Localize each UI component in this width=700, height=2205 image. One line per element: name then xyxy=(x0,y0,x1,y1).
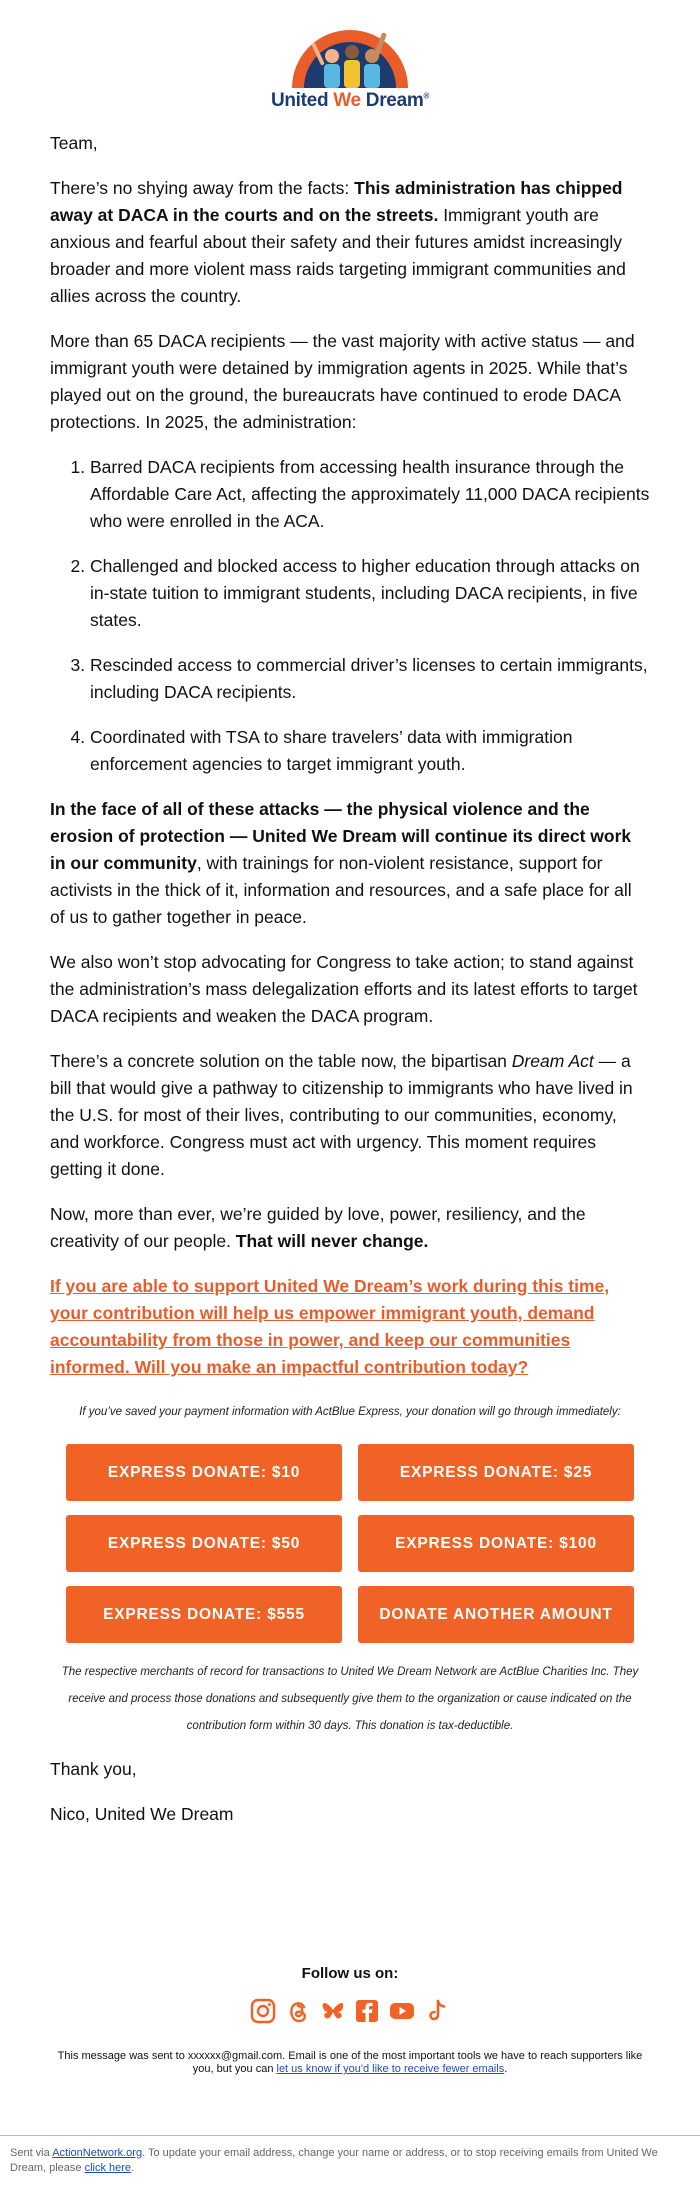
tiktok-icon[interactable] xyxy=(424,1998,450,2024)
paragraph-facts-lead: There’s no shying away from the facts: xyxy=(50,178,355,198)
fewer-emails-link[interactable]: let us know if you'd like to receive fewer emails xyxy=(276,2063,505,2075)
sent-to-text: This message was sent to xxxxxx@gmail.com. Email is one of the most important tools we have to reach supporters like you, but you can xyxy=(57,2050,643,2075)
sent-to-notice xyxy=(55,2050,645,2076)
social-icons-row xyxy=(250,1998,450,2028)
logo-text-united: United xyxy=(270,90,334,111)
footer-text-lead: Sent via xyxy=(10,2147,53,2159)
paragraph-continue-work xyxy=(50,796,650,931)
email-body xyxy=(50,130,650,1846)
paragraph-facts xyxy=(50,175,650,310)
sent-to-tail: . xyxy=(504,2063,508,2075)
paragraph-dream-act-lead: There’s a concrete solution on the table now, the bipartisan xyxy=(50,1051,512,1071)
greeting: Team, xyxy=(50,133,98,153)
youtube-icon[interactable] xyxy=(389,1998,415,2024)
logo-text-we: We xyxy=(333,90,361,111)
merchant-of-record-note: The respective merchants of record for transactions to United We Dream Network are ActBlue Charities Inc. They receive and process those donations and subsequently give them to the organization or cause indicated on the contribution form within 30 days. This donation is tax-deductible. xyxy=(61,1666,639,1732)
actblue-express-note: If you’ve saved your payment information with ActBlue Express, your donation will go through immediately: xyxy=(79,1406,621,1418)
list-item: 3. Rescinded access to commercial driver’s licenses to certain immigrants, including DACA recipients. xyxy=(90,652,650,706)
facebook-icon[interactable] xyxy=(354,1998,380,2024)
list-item: 2. Challenged and blocked access to higher education through attacks on in-state tuition to immigrant students, including DACA recipients, in five states. xyxy=(90,553,650,634)
paragraph-facts-rest: Immigrant youth are anxious and fearful about their safety and their futures amidst increasingly broader and more violent mass raids targeting immigrant communities and allies across the country. xyxy=(50,205,626,306)
paragraph-guided-lead: Now, more than ever, we’re guided by love, power, resiliency, and the creativity of our people. xyxy=(50,1204,586,1251)
logo-text-dream: Dream xyxy=(360,90,424,111)
express-donate-25-button[interactable]: EXPRESS DONATE: $25 xyxy=(358,1444,634,1501)
logo-illustration-icon xyxy=(260,22,440,92)
paragraph-detentions: More than 65 DACA recipients — the vast majority with active status — and immigrant youth were detained by immigration agents in 2025. While that’s played out on the ground, the bureaucrats have continued to erode DACA protections. In 2025, the administration: xyxy=(50,331,635,432)
paragraph-dream-act xyxy=(50,1048,650,1183)
paragraph-advocacy: We also won’t stop advocating for Congress to take action; to stand against the administration’s mass delegalization efforts and its latest efforts to target DACA recipients and weaken the DACA program. xyxy=(50,952,638,1026)
instagram-icon[interactable] xyxy=(250,1998,276,2024)
list-item: 4. Coordinated with TSA to share travelers’ data with immigration enforcement agencies to target immigrant youth. xyxy=(90,724,650,778)
list-item: 1. Barred DACA recipients from accessing health insurance through the Affordable Care Act, affecting the approximately 11,000 DACA recipients who were enrolled in the ACA. xyxy=(90,454,650,535)
contribution-cta-link[interactable]: If you are able to support United We Dream’s work during this time, your contribution will help us empower immigrant youth, demand accountability from those in power, and keep our communities informed. Will you make an impactful contribution today? xyxy=(50,1276,610,1377)
paragraph-continue-work-rest: , with trainings for non-violent resistance, support for activists in the thick of it, information and resources, and a safe place for all of us to gather together in peace. xyxy=(50,853,632,927)
follow-us-heading: Follow us on: xyxy=(301,1965,399,1982)
dream-act-title: Dream Act xyxy=(511,1051,594,1071)
closing-thanks: Thank you, xyxy=(50,1759,137,1779)
footer-text-mid: . To update your email address, change your name or address, or to stop receiving emails from United We Dream, please xyxy=(10,2147,658,2174)
express-donate-10-button[interactable]: EXPRESS DONATE: $10 xyxy=(66,1444,342,1501)
paragraph-dream-act-rest: — a bill that would give a pathway to citizenship to immigrants who have lived in the U.S. for most of their lives, contributing to our communities, economy, and workforce. Congress must act with urgency. This moment requires getting it done. xyxy=(50,1051,633,1179)
express-donate-555-button[interactable]: EXPRESS DONATE: $555 xyxy=(66,1586,342,1643)
footer-divider xyxy=(0,2135,700,2136)
administration-actions-list xyxy=(50,454,650,778)
paragraph-guided-bold: That will never change. xyxy=(235,1231,429,1251)
express-donate-50-button[interactable]: EXPRESS DONATE: $50 xyxy=(66,1515,342,1572)
united-we-dream-logo[interactable] xyxy=(260,22,440,117)
actionnetwork-link[interactable]: ActionNetwork.org xyxy=(52,2147,143,2159)
logo-wordmark xyxy=(260,90,440,112)
paragraph-guided-by-love xyxy=(50,1201,650,1255)
bluesky-icon[interactable] xyxy=(320,1998,346,2024)
footer-text-tail: . xyxy=(131,2162,135,2174)
logo-registered-mark: ® xyxy=(423,91,430,101)
express-donate-100-button[interactable]: EXPRESS DONATE: $100 xyxy=(358,1515,634,1572)
actionnetwork-footer xyxy=(10,2146,670,2176)
paragraph-facts-bold: This administration has chipped away at DACA in the courts and on the streets. xyxy=(50,178,623,225)
donate-another-amount-button[interactable]: DONATE ANOTHER AMOUNT xyxy=(358,1586,634,1643)
paragraph-continue-work-bold: In the face of all of these attacks — the physical violence and the erosion of protection — United We Dream will continue its direct work in our community xyxy=(50,799,632,873)
click-here-link[interactable]: click here xyxy=(84,2162,132,2174)
signature: Nico, United We Dream xyxy=(50,1804,234,1824)
donate-button-grid xyxy=(66,1444,650,1643)
threads-icon[interactable] xyxy=(285,1998,311,2024)
